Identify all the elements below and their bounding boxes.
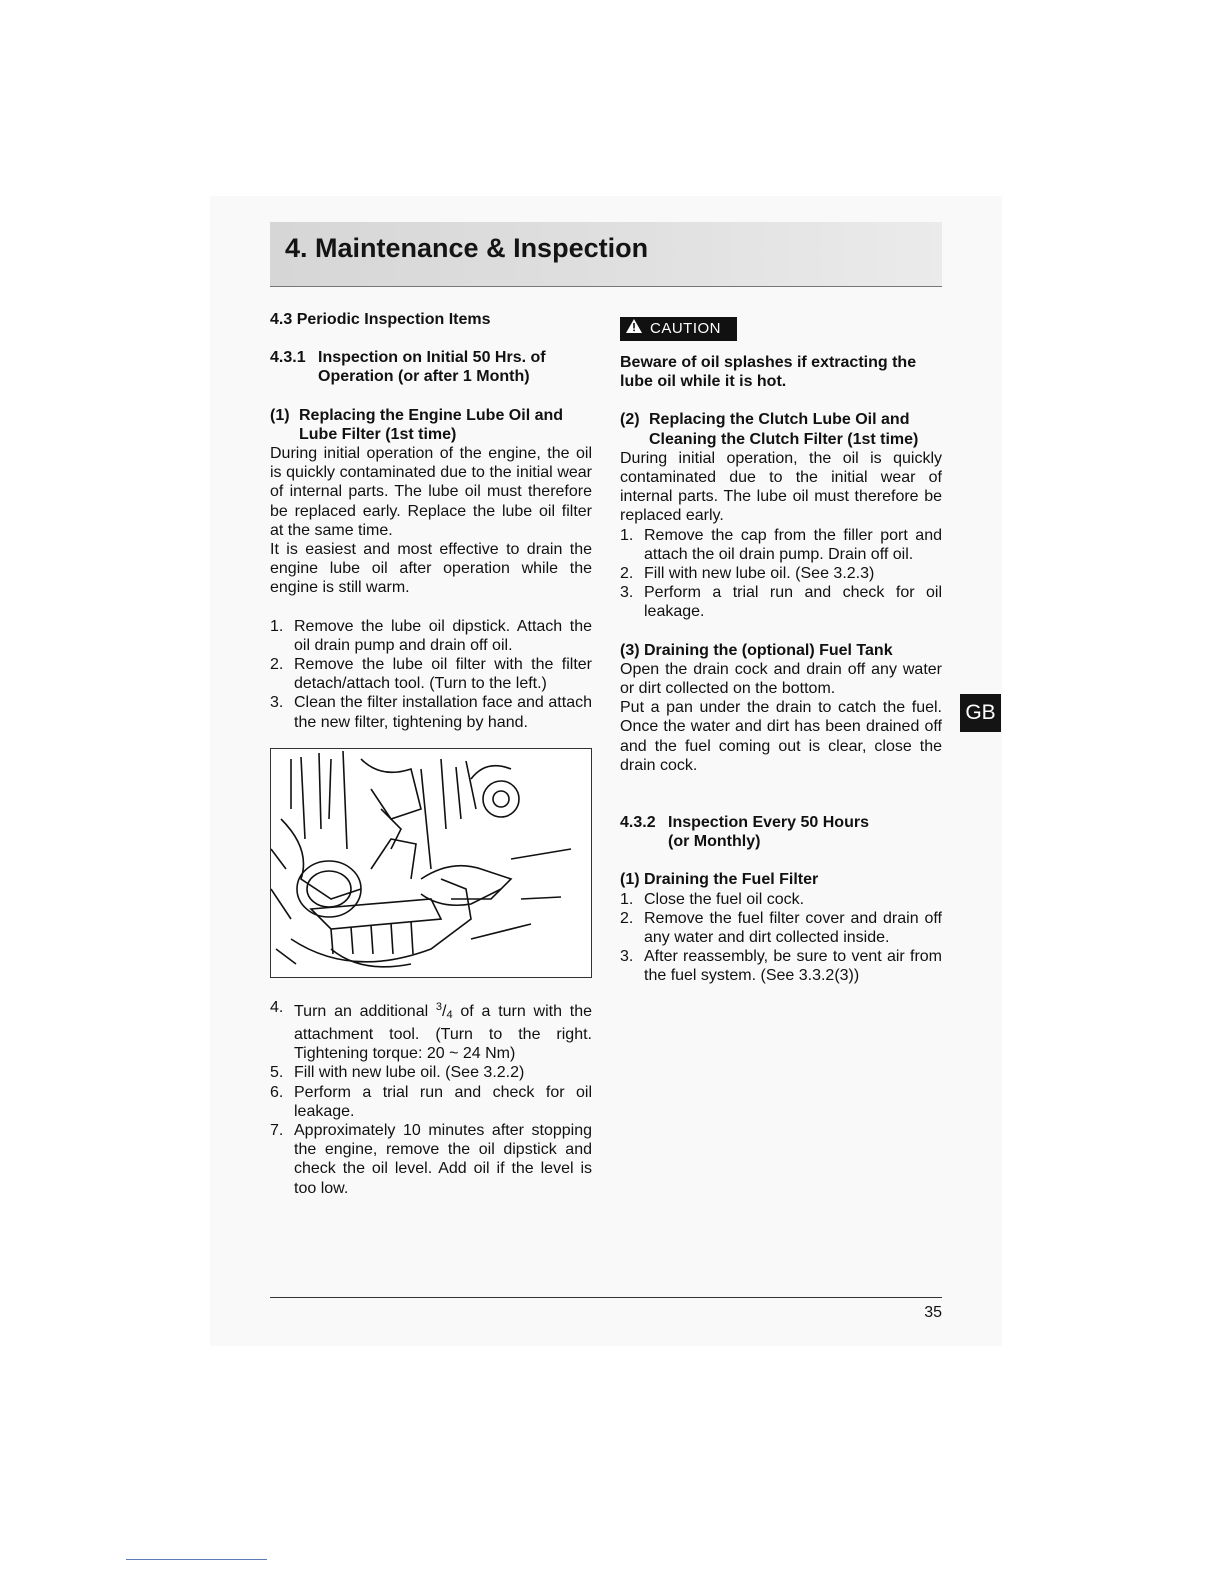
- item-number: (2): [620, 411, 640, 429]
- step-text: Perform a trial run and check for oil leakage.: [294, 1083, 592, 1120]
- step-text: Remove the fuel filter cover and drain off any water and dirt collected inside.: [644, 909, 942, 947]
- subsection-heading-50-hours: [620, 813, 942, 851]
- step-number: 2.: [620, 909, 634, 927]
- item-heading-fuel-tank: [620, 641, 942, 660]
- fraction-denominator: 4: [446, 1008, 453, 1021]
- page-number: 35: [924, 1304, 942, 1321]
- step-number: 7.: [270, 1122, 284, 1140]
- list-item: [270, 693, 592, 731]
- steps-list-d: [620, 890, 942, 986]
- caution-text: Beware of oil splashes if extracting the lube oil while it is hot.: [620, 354, 917, 391]
- bottom-divider: [126, 1559, 267, 1560]
- list-item: [270, 1121, 592, 1198]
- paragraph-engine-oil-warm: It is easiest and most effective to drain the engine lube oil after operation while the engine is still warm.: [270, 541, 592, 597]
- paragraph-fuel-tank-drain: Open the drain cock and drain off any water or dirt collected on the bottom.: [620, 660, 942, 698]
- list-item: [620, 583, 942, 621]
- step-number: 3.: [270, 694, 284, 712]
- step-number: 4.: [270, 998, 284, 1016]
- subsection-title-line1: Inspection Every 50 Hours: [668, 814, 869, 832]
- step-text: After reassembly, be sure to vent air from the fuel system. (See 3.3.2(3)): [644, 948, 942, 985]
- subsection-number: 4.3.2: [620, 814, 656, 832]
- steps-list-c: [620, 526, 942, 622]
- step-text: Remove the cap from the filler port and attach the oil drain pump. Drain off oil.: [644, 526, 942, 563]
- item-heading-clutch-oil: [620, 410, 942, 448]
- item-title: [299, 406, 563, 444]
- steps-list-a: [270, 617, 592, 732]
- step-number: 1.: [620, 890, 634, 908]
- step-number: 3.: [620, 584, 634, 602]
- caution-label: CAUTION: [650, 320, 721, 338]
- subsection-title-line2: Operation (or after 1 Month): [318, 368, 530, 386]
- subsection-heading: [270, 348, 592, 386]
- step-text: Approximately 10 minutes after stopping the engine, remove the oil dipstick and check the oil level. Add oil if the level is too low.: [294, 1122, 592, 1197]
- list-item: [270, 617, 592, 655]
- list-item: [620, 526, 942, 564]
- list-item: [620, 564, 942, 583]
- step-number: 1.: [270, 617, 284, 635]
- step-text: Close the fuel oil cock.: [644, 890, 805, 908]
- left-column: [270, 310, 592, 1198]
- list-item: [270, 998, 592, 1064]
- subsection-title-line1: Inspection on Initial 50 Hrs. of: [318, 349, 546, 367]
- step-text: Fill with new lube oil. (See 3.2.2): [294, 1064, 525, 1082]
- step-number: 2.: [620, 565, 634, 583]
- list-item: [270, 1083, 592, 1121]
- step-number: 5.: [270, 1064, 284, 1082]
- item-title-line2: Cleaning the Clutch Filter (1st time): [649, 430, 919, 448]
- step4-text-post: of a turn with the attachment tool. (Turn to the right. Tightening torque: 20 ~ 24 Nm): [294, 1002, 592, 1063]
- step-text: Fill with new lube oil. (See 3.2.3): [644, 565, 875, 583]
- step-text: Remove the lube oil filter with the filter detach/attach tool. (Turn to the left.): [294, 656, 592, 693]
- list-item: [270, 655, 592, 693]
- step-text: Perform a trial run and check for oil leakage.: [644, 584, 942, 621]
- section-title: 4.3 Periodic Inspection Items: [270, 311, 491, 328]
- list-item: [620, 890, 942, 909]
- fraction-numerator: 3: [435, 1000, 443, 1013]
- step-text: Remove the lube oil dipstick. Attach the oil drain pump and drain off oil.: [294, 617, 592, 654]
- subsection-title: [318, 348, 546, 386]
- paragraph-clutch-oil-intro: During initial operation, the oil is quickly contaminated due to the initial wear of internal parts. The lube oil must therefore be replaced early.: [620, 449, 942, 525]
- item-title-line1: Replacing the Engine Lube Oil and: [299, 406, 564, 424]
- list-item: [620, 947, 942, 985]
- step-number: 6.: [270, 1083, 284, 1101]
- warning-triangle-icon: [626, 319, 642, 338]
- item-title: (1) Draining the Fuel Filter: [620, 871, 819, 889]
- step-number: 2.: [270, 656, 284, 674]
- chapter-title: 4. Maintenance & Inspection: [285, 233, 649, 263]
- item-number: (1): [270, 406, 290, 424]
- steps-list-b: [270, 998, 592, 1198]
- item-title: (3) Draining the (optional) Fuel Tank: [620, 641, 893, 659]
- item-title-line2: Lube Filter (1st time): [299, 425, 457, 443]
- step4-text-pre: Turn an additional: [294, 1002, 436, 1020]
- paragraph-fuel-tank-pan: Put a pan under the drain to catch the fuel. Once the water and dirt has been drained off and the fuel coming out is clear, close the drain cock.: [620, 699, 942, 774]
- engine-oil-filter-illustration: [270, 748, 592, 978]
- item-heading-fuel-filter: [620, 870, 942, 889]
- language-tab-gb: GB: [960, 694, 1001, 732]
- step-text: Turn an additional $^3/_4$ of a turn with the attachment tool. (Turn to the right. Tightening torque: 20 ~ 24 Nm): [294, 1000, 592, 1063]
- engine-drawing: [271, 749, 591, 977]
- subsection-title: [668, 813, 869, 851]
- step-number: 1.: [620, 526, 634, 544]
- list-item: [270, 1063, 592, 1082]
- caution-badge: [620, 317, 737, 341]
- list-item: [620, 909, 942, 947]
- footer-rule: [270, 1297, 942, 1298]
- right-column: [620, 310, 942, 986]
- paragraph-engine-oil-intro: During initial operation of the engine, the oil is quickly contaminated due to the initial wear of internal parts. The lube oil must therefore be replaced early. Replace the lube oil filter at the same time.: [270, 445, 592, 539]
- subsection-title-line2: (or Monthly): [668, 833, 761, 851]
- item-title-line1: Replacing the Clutch Lube Oil and: [649, 411, 910, 429]
- step-number: 3.: [620, 948, 634, 966]
- subsection-number: 4.3.1: [270, 349, 306, 367]
- item-title: [649, 410, 918, 448]
- step-text: Clean the filter installation face and attach the new filter, tightening by hand.: [294, 694, 592, 731]
- item-heading-engine-oil: [270, 406, 592, 444]
